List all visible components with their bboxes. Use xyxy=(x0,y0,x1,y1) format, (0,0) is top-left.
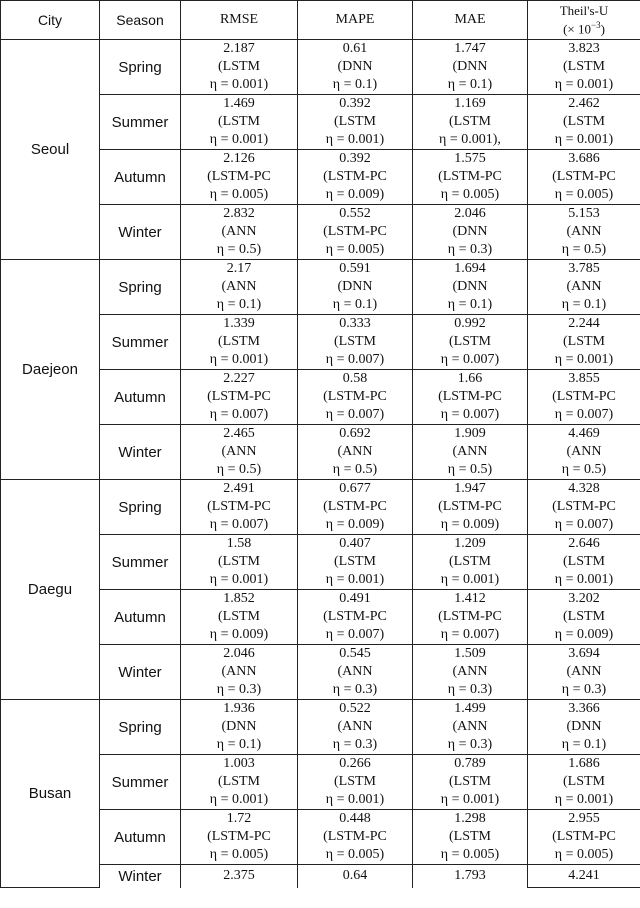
rmse-learning-rate: η = 0.5) xyxy=(216,242,262,257)
theil-cell xyxy=(528,260,640,315)
mape-value: 0.491 xyxy=(339,591,371,606)
mape-learning-rate: η = 0.001) xyxy=(325,792,385,807)
theil-value: 1.686 xyxy=(568,756,600,771)
season-cell: Winter xyxy=(100,865,181,888)
rmse-value: 1.469 xyxy=(223,96,255,111)
mae-model: (LSTM xyxy=(449,829,491,844)
mae-value: 1.694 xyxy=(454,261,486,276)
theil-cell xyxy=(528,700,640,755)
rmse-cell xyxy=(181,535,298,590)
rmse-cell xyxy=(181,205,298,260)
theil-cell xyxy=(528,315,640,370)
mae-cell xyxy=(413,315,528,370)
mae-cell xyxy=(413,535,528,590)
season-cell: Autumn xyxy=(100,150,181,205)
rmse-model: (LSTM-PC xyxy=(207,499,271,514)
mae-cell xyxy=(413,810,528,865)
theil-learning-rate: η = 0.5) xyxy=(561,462,607,477)
mae-cell xyxy=(413,700,528,755)
theil-learning-rate: η = 0.3) xyxy=(561,682,607,697)
theil-value: 4.241 xyxy=(568,868,600,883)
rmse-value: 1.852 xyxy=(223,591,255,606)
mae-model: (LSTM-PC xyxy=(438,169,502,184)
rmse-learning-rate: η = 0.001) xyxy=(209,352,269,367)
theil-cell xyxy=(528,95,640,150)
theil-model: (ANN xyxy=(566,664,602,679)
rmse-cell xyxy=(181,370,298,425)
mape-value: 0.58 xyxy=(342,371,368,386)
mape-cell xyxy=(298,40,413,95)
rmse-learning-rate: η = 0.001) xyxy=(209,77,269,92)
theil-value: 3.855 xyxy=(568,371,600,386)
mape-learning-rate: η = 0.1) xyxy=(332,297,378,312)
theil-learning-rate: η = 0.1) xyxy=(561,297,607,312)
mae-model: (LSTM xyxy=(449,334,491,349)
rmse-value: 2.126 xyxy=(223,151,255,166)
table-body xyxy=(1,40,640,888)
theil-model: (ANN xyxy=(566,444,602,459)
header-theil xyxy=(528,1,640,40)
season-cell: Winter xyxy=(100,425,181,480)
mae-learning-rate: η = 0.1) xyxy=(447,297,493,312)
header-rmse: RMSE xyxy=(181,1,298,40)
rmse-model: (LSTM xyxy=(218,554,260,569)
table-row xyxy=(1,480,640,535)
mape-model: (LSTM-PC xyxy=(323,499,387,514)
rmse-value: 2.832 xyxy=(223,206,255,221)
rmse-learning-rate: η = 0.005) xyxy=(209,187,269,202)
theil-value: 4.328 xyxy=(568,481,600,496)
theil-cell xyxy=(528,205,640,260)
mae-value: 1.947 xyxy=(454,481,486,496)
rmse-model: (LSTM-PC xyxy=(207,389,271,404)
mape-value: 0.545 xyxy=(339,646,371,661)
mae-learning-rate: η = 0.3) xyxy=(447,737,493,752)
rmse-cell xyxy=(181,645,298,700)
mape-value: 0.591 xyxy=(339,261,371,276)
mape-value: 0.64 xyxy=(342,868,368,884)
mae-cell xyxy=(413,480,528,535)
mae-value: 0.992 xyxy=(454,316,486,331)
rmse-model: (LSTM xyxy=(218,609,260,624)
mape-model: (LSTM-PC xyxy=(323,829,387,844)
season-cell: Winter xyxy=(100,645,181,700)
theil-model: (LSTM-PC xyxy=(552,389,616,404)
theil-cell xyxy=(528,755,640,810)
mae-cell xyxy=(413,645,528,700)
mape-learning-rate: η = 0.007) xyxy=(325,407,385,422)
rmse-value: 2.375 xyxy=(223,868,255,884)
mape-cell xyxy=(298,865,413,888)
mape-learning-rate: η = 0.3) xyxy=(332,682,378,697)
mape-value: 0.266 xyxy=(339,756,371,771)
mae-model: (ANN xyxy=(452,664,488,679)
season-cell: Summer xyxy=(100,755,181,810)
theil-learning-rate: η = 0.1) xyxy=(561,737,607,752)
mape-model: (LSTM xyxy=(334,774,376,789)
mae-cell xyxy=(413,590,528,645)
mae-value: 1.793 xyxy=(454,868,486,884)
theil-cell xyxy=(528,480,640,535)
rmse-model: (LSTM xyxy=(218,59,260,74)
mae-value: 1.575 xyxy=(454,151,486,166)
city-cell: Seoul xyxy=(1,40,100,260)
theil-learning-rate: η = 0.005) xyxy=(554,187,614,202)
mae-learning-rate: η = 0.007) xyxy=(440,352,500,367)
mae-learning-rate: η = 0.005) xyxy=(440,847,500,862)
rmse-value: 2.465 xyxy=(223,426,255,441)
mae-cell xyxy=(413,865,528,888)
mae-value: 1.747 xyxy=(454,41,486,56)
mape-learning-rate: η = 0.009) xyxy=(325,187,385,202)
mae-cell xyxy=(413,260,528,315)
rmse-model: (LSTM-PC xyxy=(207,169,271,184)
season-cell: Autumn xyxy=(100,370,181,425)
theil-value: 2.646 xyxy=(568,536,600,551)
theil-cell xyxy=(528,150,640,205)
mae-value: 1.509 xyxy=(454,646,486,661)
rmse-cell xyxy=(181,480,298,535)
rmse-learning-rate: η = 0.001) xyxy=(209,792,269,807)
mape-cell xyxy=(298,205,413,260)
theil-value: 3.202 xyxy=(568,591,600,606)
mape-learning-rate: η = 0.007) xyxy=(325,627,385,642)
mape-cell xyxy=(298,535,413,590)
mape-model: (LSTM xyxy=(334,334,376,349)
header-theil-title: Theil's-U xyxy=(559,3,609,19)
mae-model: (ANN xyxy=(452,719,488,734)
season-cell: Autumn xyxy=(100,590,181,645)
rmse-value: 2.491 xyxy=(223,481,255,496)
table-row xyxy=(1,700,640,755)
theil-learning-rate: η = 0.001) xyxy=(554,352,614,367)
rmse-model: (ANN xyxy=(221,664,257,679)
header-mae: MAE xyxy=(413,1,528,40)
rmse-value: 1.339 xyxy=(223,316,255,331)
rmse-cell xyxy=(181,425,298,480)
mae-learning-rate: η = 0.3) xyxy=(447,242,493,257)
theil-value: 3.785 xyxy=(568,261,600,276)
mape-model: (LSTM xyxy=(334,114,376,129)
mape-model: (ANN xyxy=(337,719,373,734)
rmse-learning-rate: η = 0.007) xyxy=(209,407,269,422)
header-theil-exponent: −3 xyxy=(591,20,601,31)
mape-learning-rate: η = 0.3) xyxy=(332,737,378,752)
mape-model: (ANN xyxy=(337,444,373,459)
season-cell: Spring xyxy=(100,260,181,315)
header-theil-close: ) xyxy=(600,21,605,37)
mae-cell xyxy=(413,95,528,150)
mape-cell xyxy=(298,590,413,645)
mae-learning-rate: η = 0.5) xyxy=(447,462,493,477)
header-city: City xyxy=(1,1,100,40)
rmse-cell xyxy=(181,700,298,755)
theil-value: 3.366 xyxy=(568,701,600,716)
table-row xyxy=(1,260,640,315)
rmse-learning-rate: η = 0.1) xyxy=(216,737,262,752)
theil-model: (LSTM xyxy=(563,59,605,74)
city-cell: Daegu xyxy=(1,480,100,700)
rmse-learning-rate: η = 0.3) xyxy=(216,682,262,697)
rmse-value: 2.046 xyxy=(223,646,255,661)
theil-cell xyxy=(528,810,640,865)
rmse-value: 2.17 xyxy=(226,261,252,276)
theil-value: 5.153 xyxy=(568,206,600,221)
theil-cell xyxy=(528,535,640,590)
mape-cell xyxy=(298,810,413,865)
season-cell: Spring xyxy=(100,700,181,755)
rmse-value: 1.58 xyxy=(226,536,252,551)
rmse-model: (ANN xyxy=(221,444,257,459)
mae-model: (LSTM-PC xyxy=(438,499,502,514)
mape-learning-rate: η = 0.001) xyxy=(325,572,385,587)
mae-cell xyxy=(413,755,528,810)
mape-cell xyxy=(298,755,413,810)
mae-model: (DNN xyxy=(452,279,488,294)
mae-learning-rate: η = 0.3) xyxy=(447,682,493,697)
theil-model: (LSTM xyxy=(563,114,605,129)
theil-learning-rate: η = 0.001) xyxy=(554,77,614,92)
mae-cell xyxy=(413,370,528,425)
mape-value: 0.392 xyxy=(339,151,371,166)
season-cell: Spring xyxy=(100,480,181,535)
theil-value: 2.462 xyxy=(568,96,600,111)
mae-cell xyxy=(413,425,528,480)
theil-model: (LSTM xyxy=(563,774,605,789)
mape-cell xyxy=(298,425,413,480)
mae-model: (DNN xyxy=(452,59,488,74)
theil-model: (LSTM xyxy=(563,609,605,624)
mae-learning-rate: η = 0.009) xyxy=(440,517,500,532)
mape-learning-rate: η = 0.005) xyxy=(325,242,385,257)
mae-cell xyxy=(413,205,528,260)
mape-model: (LSTM-PC xyxy=(323,609,387,624)
mape-learning-rate: η = 0.007) xyxy=(325,352,385,367)
rmse-cell xyxy=(181,260,298,315)
theil-model: (DNN xyxy=(566,719,602,734)
mae-learning-rate: η = 0.001), xyxy=(439,132,501,147)
mape-cell xyxy=(298,150,413,205)
mae-learning-rate: η = 0.001) xyxy=(440,792,500,807)
mae-cell xyxy=(413,40,528,95)
rmse-model: (DNN xyxy=(221,719,257,734)
mae-model: (LSTM-PC xyxy=(438,389,502,404)
mae-value: 1.909 xyxy=(454,426,486,441)
rmse-model: (ANN xyxy=(221,279,257,294)
theil-cell xyxy=(528,425,640,480)
theil-cell xyxy=(528,865,640,888)
mape-cell xyxy=(298,480,413,535)
mae-learning-rate: η = 0.1) xyxy=(447,77,493,92)
rmse-model: (LSTM-PC xyxy=(207,829,271,844)
theil-model: (LSTM xyxy=(563,334,605,349)
mape-value: 0.692 xyxy=(339,426,371,441)
theil-cell xyxy=(528,370,640,425)
theil-cell xyxy=(528,645,640,700)
theil-learning-rate: η = 0.007) xyxy=(554,517,614,532)
theil-value: 4.469 xyxy=(568,426,600,441)
season-cell: Summer xyxy=(100,95,181,150)
mape-cell xyxy=(298,315,413,370)
rmse-learning-rate: η = 0.009) xyxy=(209,627,269,642)
theil-model: (LSTM-PC xyxy=(552,169,616,184)
theil-learning-rate: η = 0.001) xyxy=(554,572,614,587)
rmse-cell xyxy=(181,865,298,888)
rmse-model: (LSTM xyxy=(218,334,260,349)
theil-learning-rate: η = 0.005) xyxy=(554,847,614,862)
rmse-learning-rate: η = 0.007) xyxy=(209,517,269,532)
rmse-cell xyxy=(181,755,298,810)
header-season: Season xyxy=(100,1,181,40)
mape-value: 0.407 xyxy=(339,536,371,551)
mape-model: (LSTM-PC xyxy=(323,224,387,239)
mape-model: (DNN xyxy=(337,279,373,294)
mape-value: 0.677 xyxy=(339,481,371,496)
mae-value: 1.298 xyxy=(454,811,486,826)
rmse-cell xyxy=(181,40,298,95)
mae-learning-rate: η = 0.005) xyxy=(440,187,500,202)
theil-model: (ANN xyxy=(566,279,602,294)
header-row xyxy=(1,1,640,40)
rmse-learning-rate: η = 0.1) xyxy=(216,297,262,312)
mape-model: (LSTM-PC xyxy=(323,169,387,184)
theil-value: 3.686 xyxy=(568,151,600,166)
mae-value: 1.209 xyxy=(454,536,486,551)
city-cell: Daejeon xyxy=(1,260,100,480)
theil-model: (LSTM xyxy=(563,554,605,569)
mape-value: 0.552 xyxy=(339,206,371,221)
rmse-learning-rate: η = 0.001) xyxy=(209,132,269,147)
mae-value: 1.169 xyxy=(454,96,486,111)
mae-model: (LSTM-PC xyxy=(438,609,502,624)
rmse-cell xyxy=(181,315,298,370)
mape-model: (LSTM-PC xyxy=(323,389,387,404)
mae-value: 1.499 xyxy=(454,701,486,716)
rmse-learning-rate: η = 0.005) xyxy=(209,847,269,862)
theil-learning-rate: η = 0.007) xyxy=(554,407,614,422)
mape-learning-rate: η = 0.005) xyxy=(325,847,385,862)
mae-model: (LSTM xyxy=(449,554,491,569)
rmse-model: (ANN xyxy=(221,224,257,239)
season-cell: Summer xyxy=(100,535,181,590)
mae-model: (DNN xyxy=(452,224,488,239)
theil-model: (LSTM-PC xyxy=(552,829,616,844)
mape-model: (ANN xyxy=(337,664,373,679)
rmse-cell xyxy=(181,590,298,645)
mape-learning-rate: η = 0.1) xyxy=(332,77,378,92)
season-cell: Autumn xyxy=(100,810,181,865)
mape-cell xyxy=(298,700,413,755)
mae-value: 1.66 xyxy=(457,371,483,386)
mape-value: 0.392 xyxy=(339,96,371,111)
rmse-value: 2.187 xyxy=(223,41,255,56)
rmse-cell xyxy=(181,150,298,205)
mape-cell xyxy=(298,260,413,315)
rmse-cell xyxy=(181,95,298,150)
mape-model: (DNN xyxy=(337,59,373,74)
theil-cell xyxy=(528,590,640,645)
mape-value: 0.61 xyxy=(342,41,368,56)
theil-value: 3.694 xyxy=(568,646,600,661)
header-theil-scale: (× 10 xyxy=(563,21,591,37)
mape-cell xyxy=(298,95,413,150)
theil-value: 2.955 xyxy=(568,811,600,826)
mape-learning-rate: η = 0.009) xyxy=(325,517,385,532)
mape-model: (LSTM xyxy=(334,554,376,569)
rmse-value: 1.72 xyxy=(226,811,252,826)
header-mape: MAPE xyxy=(298,1,413,40)
mae-value: 1.412 xyxy=(454,591,486,606)
mape-cell xyxy=(298,370,413,425)
table-row xyxy=(1,40,640,95)
theil-learning-rate: η = 0.001) xyxy=(554,132,614,147)
mape-cell xyxy=(298,645,413,700)
mae-model: (LSTM xyxy=(449,774,491,789)
mape-value: 0.522 xyxy=(339,701,371,716)
rmse-learning-rate: η = 0.001) xyxy=(209,572,269,587)
mae-model: (ANN xyxy=(452,444,488,459)
season-cell: Spring xyxy=(100,40,181,95)
mae-value: 2.046 xyxy=(454,206,486,221)
rmse-model: (LSTM xyxy=(218,114,260,129)
mae-learning-rate: η = 0.001) xyxy=(440,572,500,587)
theil-learning-rate: η = 0.5) xyxy=(561,242,607,257)
theil-model: (ANN xyxy=(566,224,602,239)
mae-model: (LSTM xyxy=(449,114,491,129)
rmse-learning-rate: η = 0.5) xyxy=(216,462,262,477)
mae-learning-rate: η = 0.007) xyxy=(440,627,500,642)
mape-value: 0.448 xyxy=(339,811,371,826)
mape-learning-rate: η = 0.001) xyxy=(325,132,385,147)
mae-learning-rate: η = 0.007) xyxy=(440,407,500,422)
theil-learning-rate: η = 0.001) xyxy=(554,792,614,807)
mae-value: 0.789 xyxy=(454,756,486,771)
mape-learning-rate: η = 0.5) xyxy=(332,462,378,477)
rmse-value: 1.936 xyxy=(223,701,255,716)
theil-value: 3.823 xyxy=(568,41,600,56)
theil-cell xyxy=(528,40,640,95)
theil-model: (LSTM-PC xyxy=(552,499,616,514)
season-cell: Winter xyxy=(100,205,181,260)
mae-cell xyxy=(413,150,528,205)
rmse-model: (LSTM xyxy=(218,774,260,789)
rmse-value: 2.227 xyxy=(223,371,255,386)
mape-value: 0.333 xyxy=(339,316,371,331)
theil-learning-rate: η = 0.009) xyxy=(554,627,614,642)
season-cell: Summer xyxy=(100,315,181,370)
city-cell: Busan xyxy=(1,700,100,888)
rmse-cell xyxy=(181,810,298,865)
rmse-value: 1.003 xyxy=(223,756,255,771)
theil-value: 2.244 xyxy=(568,316,600,331)
